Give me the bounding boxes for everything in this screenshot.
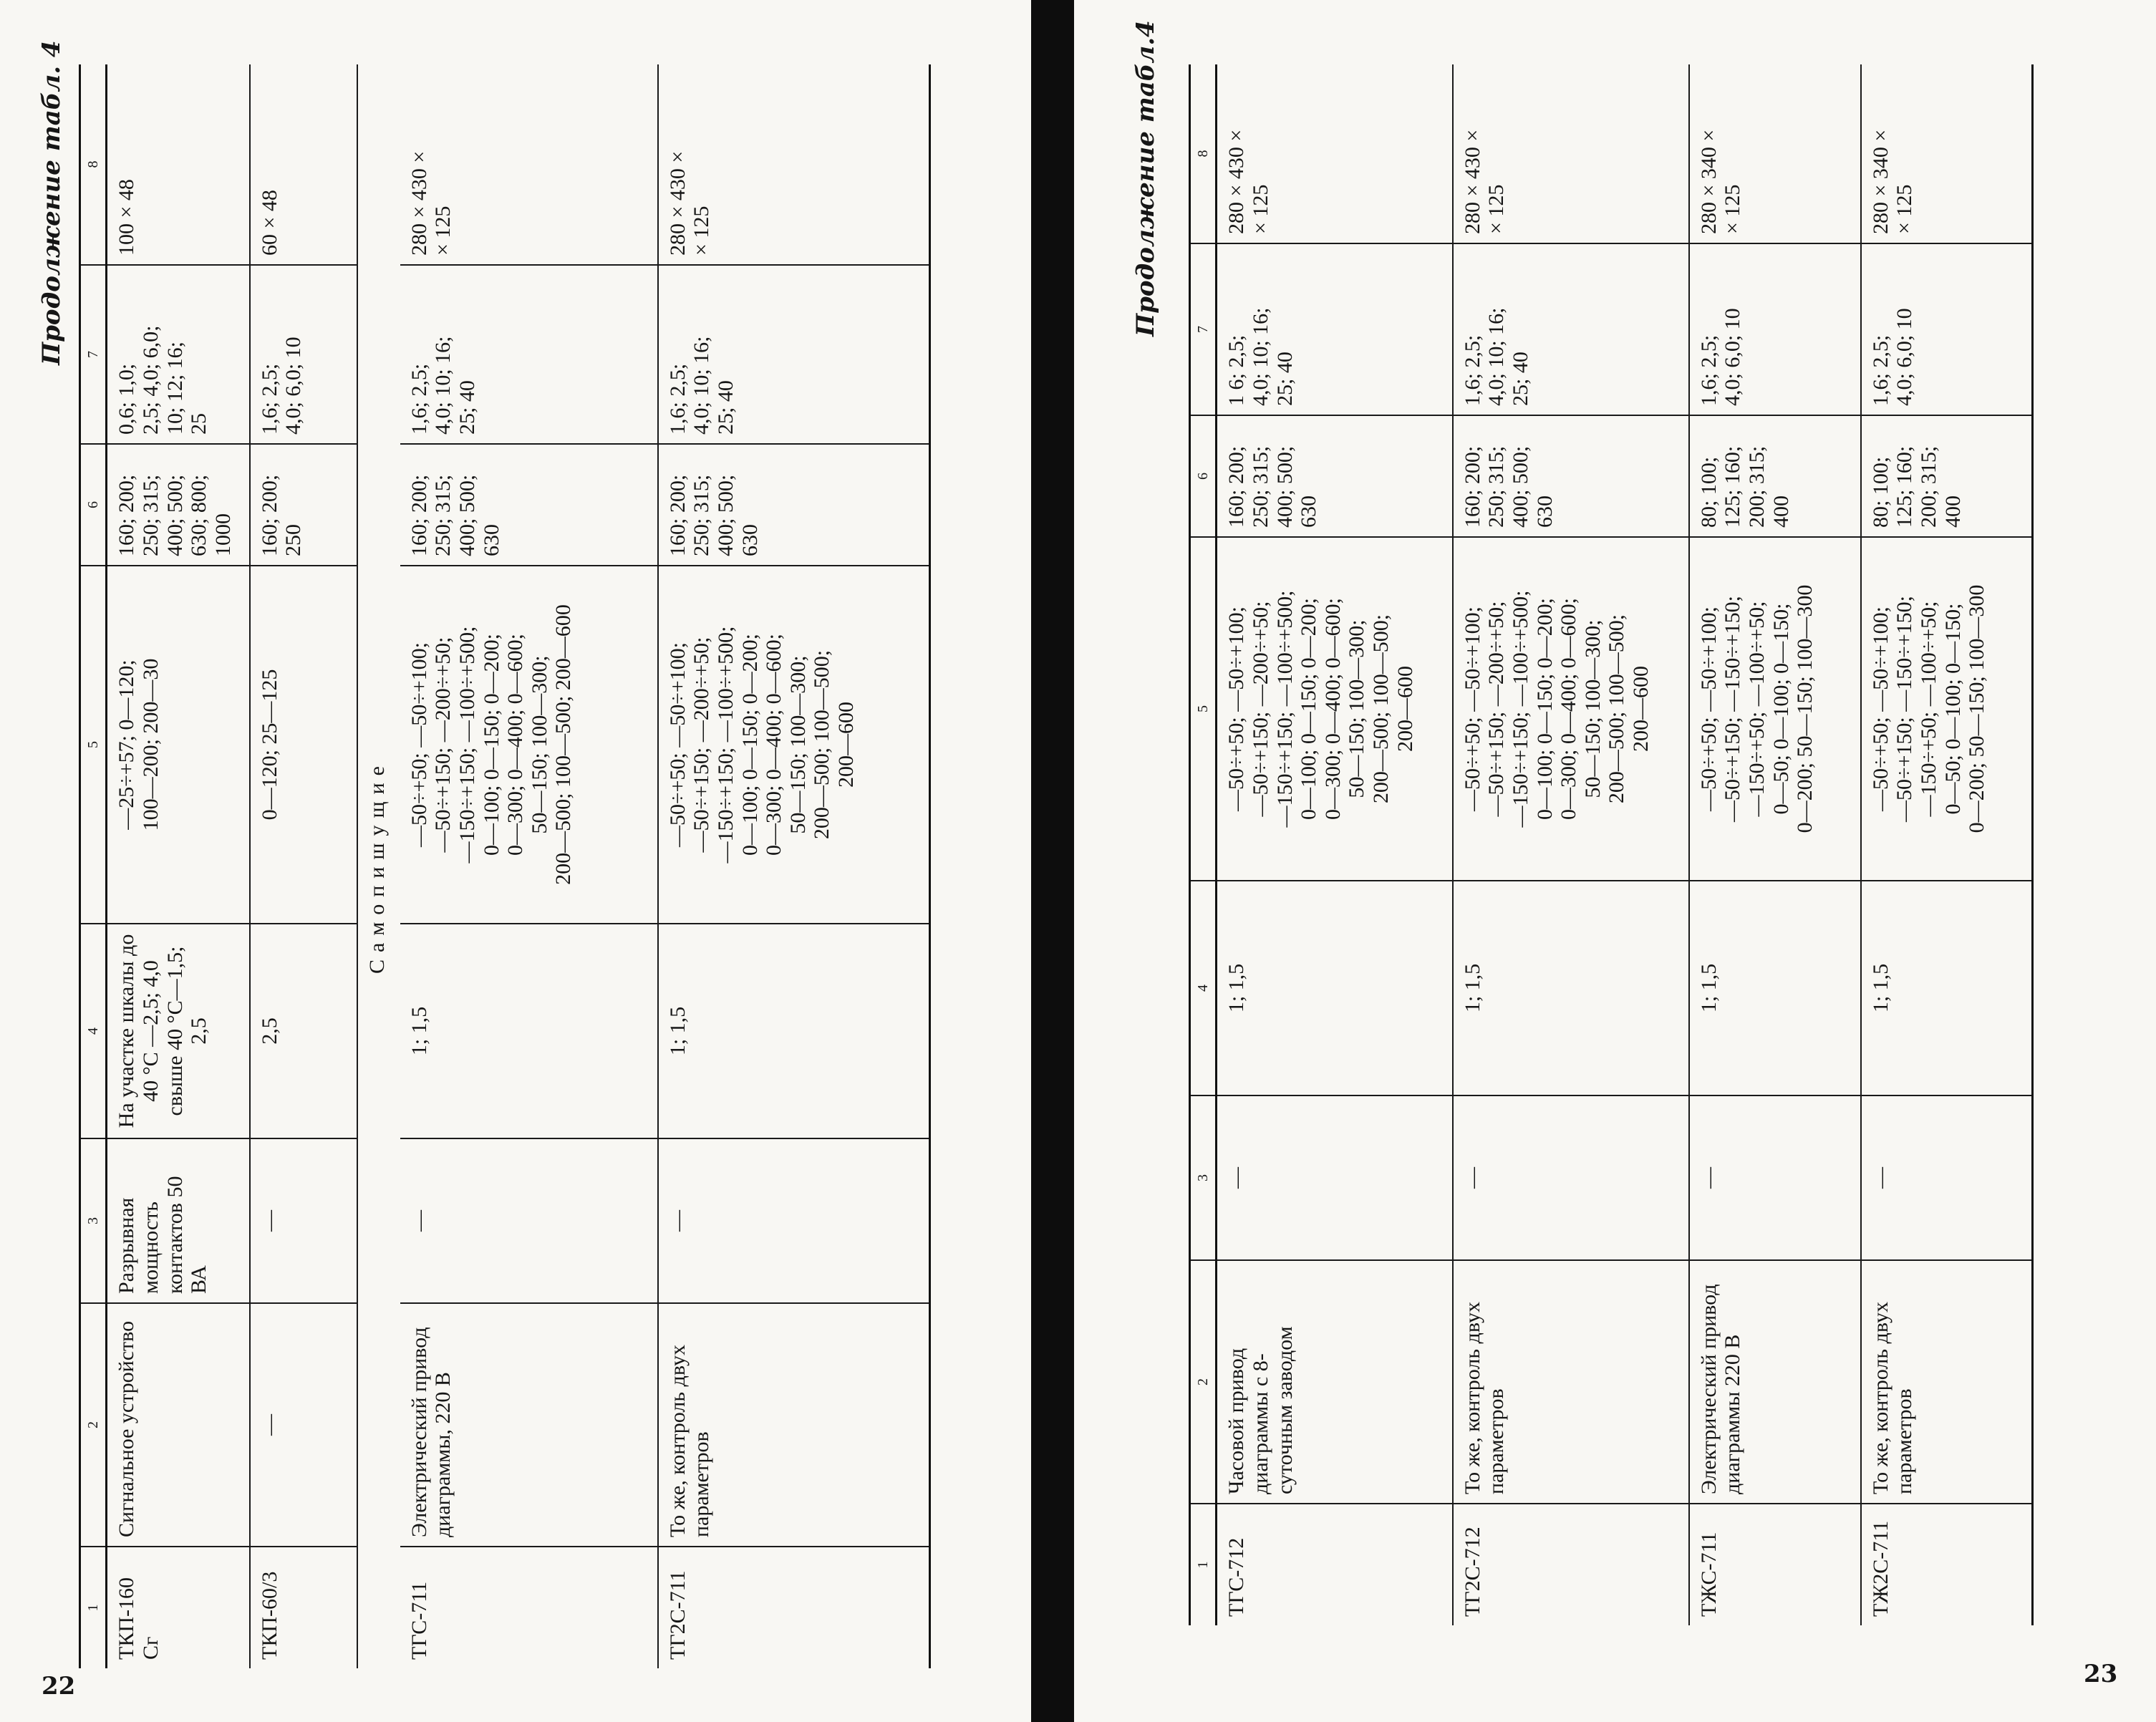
cell-desc: То же, контроль двух параметров bbox=[1453, 1260, 1689, 1504]
table-row bbox=[400, 64, 658, 1668]
cell-desc: Сигнальное устройство bbox=[107, 1303, 250, 1547]
page-number: 22 bbox=[42, 1672, 76, 1701]
col-num: 6 bbox=[80, 444, 107, 566]
col-num: 5 bbox=[80, 566, 107, 924]
cell-class: 1; 1,5 bbox=[1453, 881, 1689, 1095]
col-num: 4 bbox=[80, 924, 107, 1138]
table-row bbox=[658, 64, 930, 1668]
cell-dims: 280 × 340 × × 125 bbox=[1689, 64, 1861, 243]
cell-type: ТКП-60/3 bbox=[250, 1547, 357, 1668]
col-num: 7 bbox=[80, 265, 107, 444]
cell-range: —50÷+50; —50÷+100; —50÷+150; —150÷+150; —150÷+50; —100÷+50; 0—50; 0—100; 0—150; 0—200; 50—150; 100—300 bbox=[1861, 537, 2033, 881]
table-row bbox=[250, 64, 357, 1668]
cell-depth: 1,6; 2,5; 4,0; 6,0; 10 bbox=[250, 265, 357, 444]
cell-type: ТЖ2С-711 bbox=[1868, 1520, 1892, 1617]
cell-depth: 1,6; 2,5; 4,0; 6,0; 10 bbox=[1861, 243, 2033, 415]
cell-desc: Электрический привод диаграммы 220 В bbox=[1689, 1260, 1861, 1504]
col-num: 3 bbox=[1190, 1095, 1217, 1260]
cell-contact: — bbox=[250, 1138, 357, 1303]
cell-contact: — bbox=[658, 1138, 930, 1303]
book-gutter bbox=[1031, 0, 1074, 1722]
cell-depth: 1,6; 2,5; 4,0; 6,0; 10 bbox=[1689, 243, 1861, 415]
page-number: 23 bbox=[2084, 1660, 2118, 1688]
cell-length: 160; 200; 250; 315; 400; 500; 630 bbox=[1217, 415, 1453, 537]
cell-depth: 1 6; 2,5; 4,0; 10; 16; 25; 40 bbox=[1217, 243, 1453, 415]
cell-length: 160; 200; 250; 315; 400; 500; 630; 800; 1000 bbox=[107, 444, 250, 566]
col-num: 1 bbox=[1190, 1504, 1217, 1625]
cell-depth: 0,6; 1,0; 2,5; 4,0; 6,0; 10; 12; 16; 25 bbox=[107, 265, 250, 444]
cell-dims: 60 × 48 bbox=[250, 64, 357, 265]
cell-depth: 1,6; 2,5; 4,0; 10; 16; 25; 40 bbox=[658, 265, 930, 444]
cell-class: 1; 1,5 bbox=[658, 924, 930, 1138]
cell-type: ТГС-712 bbox=[1217, 1504, 1453, 1625]
section-title: Самопишущие bbox=[364, 759, 389, 974]
right-page bbox=[1074, 0, 2156, 1722]
table-row bbox=[1689, 64, 1861, 1625]
section-row bbox=[357, 64, 400, 1668]
cell-class: 1; 1,5 bbox=[400, 924, 658, 1138]
cell-range: —50÷+50; —50÷+100; —50÷+150; —200÷+50; —150÷+150; —100÷+500; 0—100; 0—150; 0—200; 0—300; 0—400; 0—600; 50—150; 100—300; 200—500; 100—500; 200—600 bbox=[1217, 537, 1453, 881]
header-row bbox=[80, 64, 107, 1668]
col-num: 2 bbox=[80, 1303, 107, 1547]
table-row bbox=[107, 64, 250, 1668]
cell-contact: Разрывная мощность контактов 50 ВА bbox=[107, 1138, 250, 1303]
continuation-title: Продолжение табл. 4 bbox=[37, 40, 66, 365]
col-num: 7 bbox=[1190, 243, 1217, 415]
cell-class: 1; 1,5 bbox=[1861, 881, 2033, 1095]
cell-length: 80; 100; 125; 160; 200; 315; 400 bbox=[1689, 415, 1861, 537]
cell-length: 160; 200; 250 bbox=[250, 444, 357, 566]
cell-class: 2,5 bbox=[250, 924, 357, 1138]
continuation-title: Продолжение табл.4 bbox=[1131, 20, 1160, 337]
cell-range: —50÷+50; —50÷+100; —50÷+150; —200÷+50; —150÷+150; —100÷+500; 0—100; 0—150; 0—200; 0—300; 0—400; 0—600; 50—150; 100—300; 200—500; 100—500; 200—600 bbox=[400, 566, 658, 924]
cell-dims: 280 × 430 × × 125 bbox=[658, 64, 930, 265]
cell-desc: — bbox=[250, 1303, 357, 1547]
cell-type: ТЖС-711 bbox=[1689, 1504, 1861, 1625]
left-table bbox=[79, 64, 931, 1668]
cell-contact: — bbox=[1861, 1095, 2033, 1260]
left-page bbox=[0, 0, 1031, 1722]
col-num: 4 bbox=[1190, 881, 1217, 1095]
col-num: 2 bbox=[1190, 1260, 1217, 1504]
cell-range: —50÷+50; —50÷+100; —50÷+150; —200÷+50; —150÷+150; —100÷+500; 0—100; 0—150; 0—200; 0—300; 0—400; 0—600; 50—150; 100—300; 200—500; 100—500; 200—600 bbox=[1453, 537, 1689, 881]
col-num: 8 bbox=[80, 64, 107, 265]
cell-desc: Часовой привод диаграммы с 8-суточным заводом bbox=[1217, 1260, 1453, 1504]
cell-desc: То же, контроль двух параметров bbox=[1861, 1260, 2033, 1504]
cell-dims: 100 × 48 bbox=[107, 64, 250, 265]
cell-dims: 280 × 430 × × 125 bbox=[1217, 64, 1453, 243]
cell-range: 0—120; 25—125 bbox=[250, 566, 357, 924]
col-num: 8 bbox=[1190, 64, 1217, 243]
col-num: 6 bbox=[1190, 415, 1217, 537]
cell-contact: — bbox=[1453, 1095, 1689, 1260]
cell-length: 160; 200; 250; 315; 400; 500; 630 bbox=[658, 444, 930, 566]
cell-class: 1; 1,5 bbox=[1217, 881, 1453, 1095]
col-num: 3 bbox=[80, 1138, 107, 1303]
cell-desc: То же, контроль двух параметров bbox=[658, 1303, 930, 1547]
cell-contact: — bbox=[400, 1138, 658, 1303]
table-row bbox=[1217, 64, 1453, 1625]
cell-depth: 1,6; 2,5; 4,0; 10; 16; 25; 40 bbox=[400, 265, 658, 444]
cell-type: ТГ2С-712 bbox=[1453, 1504, 1689, 1625]
cell-dims: 280 × 340 × × 125 bbox=[1861, 64, 2033, 243]
cell-class: 1; 1,5 bbox=[1689, 881, 1861, 1095]
cell-length: 80; 100; 125; 160; 200; 315; 400 bbox=[1861, 415, 2033, 537]
cell-contact: — bbox=[1689, 1095, 1861, 1260]
cell-range: —50÷+50; —50÷+100; —50÷+150; —150÷+150; —150÷+50; —100÷+50; 0—50; 0—100; 0—150; 0—200; 50—150; 100—300 bbox=[1689, 537, 1861, 881]
cell-type: ТГ2С-711 bbox=[665, 1570, 690, 1660]
cell-range: —25÷+57; 0—120; 100—200; 200—30 bbox=[107, 566, 250, 924]
col-num: 5 bbox=[1190, 537, 1217, 881]
header-row bbox=[1190, 64, 1217, 1625]
cell-desc: Электрический привод диаграммы, 220 В bbox=[400, 1303, 658, 1547]
cell-contact: — bbox=[1217, 1095, 1453, 1260]
cell-dims: 280 × 430 × × 125 bbox=[1453, 64, 1689, 243]
right-table bbox=[1189, 64, 2034, 1625]
cell-type: ТГС-711 bbox=[400, 1547, 658, 1668]
cell-length: 160; 200; 250; 315; 400; 500; 630 bbox=[400, 444, 658, 566]
cell-class: На участке шкалы до 40 °С —2,5; 4,0 свыше 40 °С—1,5; 2,5 bbox=[107, 924, 250, 1138]
col-num: 1 bbox=[80, 1547, 107, 1668]
table-row bbox=[1453, 64, 1689, 1625]
cell-range: —50÷+50; —50÷+100; —50÷+150; —200÷+50; —150÷+150; —100÷+500; 0—100; 0—150; 0—200; 0—300; 0—400; 0—600; 50—150; 100—300; 200—500; 100—500; 200—600 bbox=[658, 566, 930, 924]
cell-type: ТКП-160 Сг bbox=[107, 1547, 250, 1668]
cell-length: 160; 200; 250; 315; 400; 500; 630 bbox=[1453, 415, 1689, 537]
table-row bbox=[1861, 64, 2033, 1625]
cell-dims: 280 × 430 × × 125 bbox=[400, 64, 658, 265]
cell-depth: 1,6; 2,5; 4,0; 10; 16; 25; 40 bbox=[1453, 243, 1689, 415]
